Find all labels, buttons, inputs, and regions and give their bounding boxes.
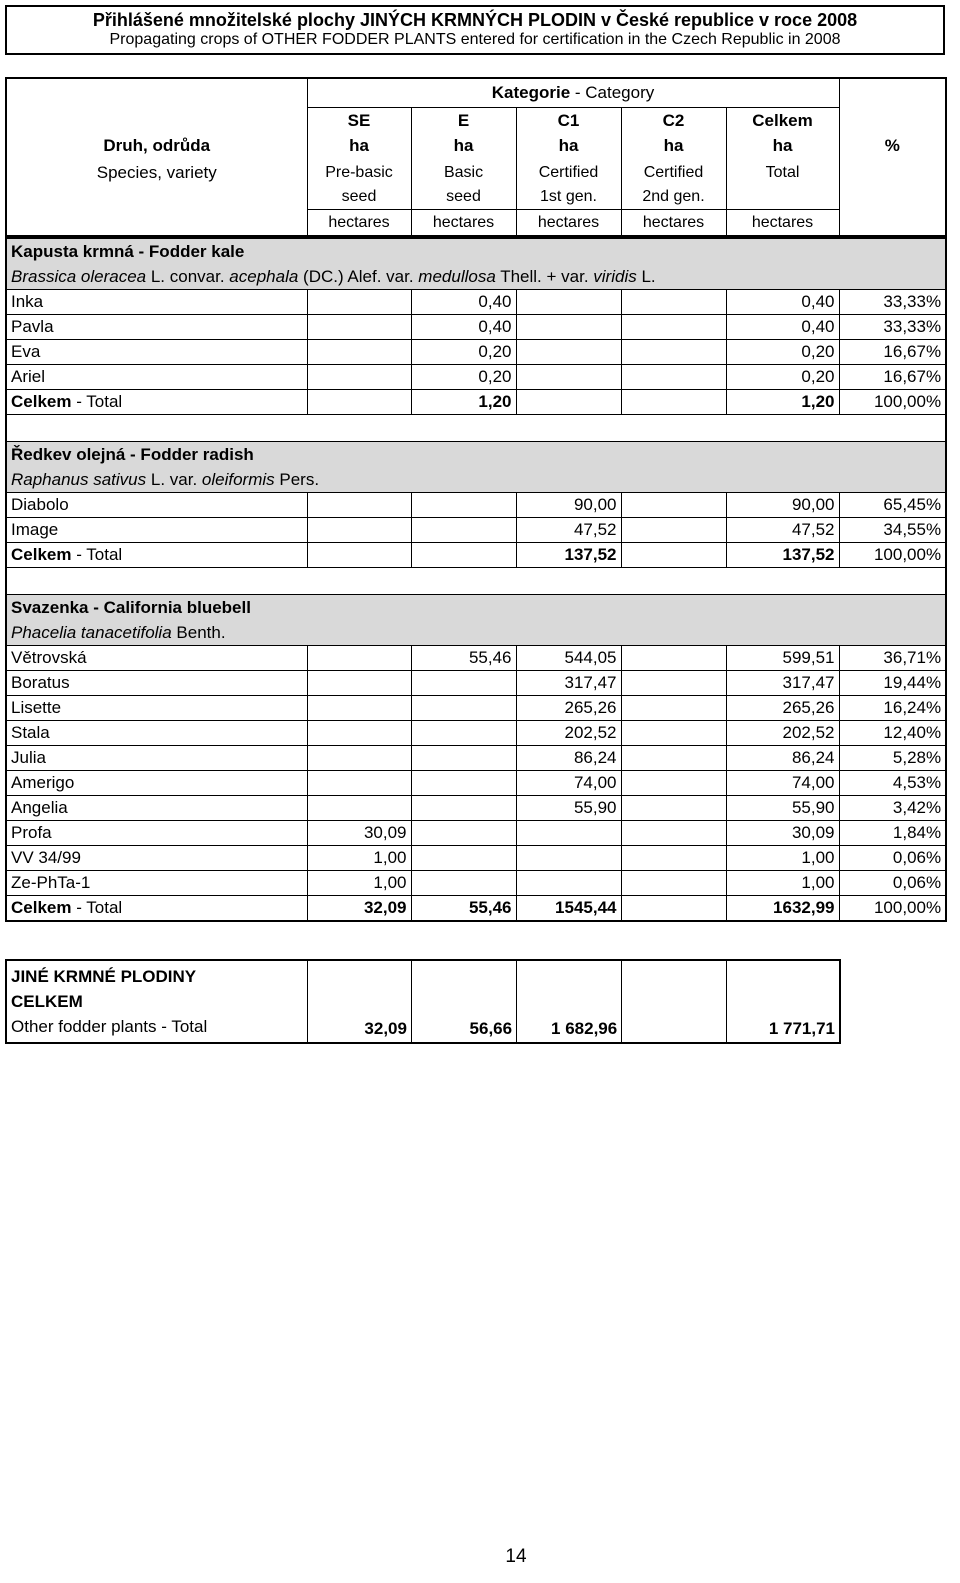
table-row	[6, 646, 946, 671]
grand-total-c1: 1 682,96	[517, 960, 622, 1043]
variety-name: Stala	[6, 721, 307, 746]
cell-c1	[516, 315, 621, 340]
table-row	[6, 796, 946, 821]
cell-pct: 16,67%	[839, 340, 946, 365]
total-cell-se	[307, 390, 411, 415]
variety-name: Ze-PhTa-1	[6, 871, 307, 896]
cell-se	[307, 796, 411, 821]
cell-se	[307, 315, 411, 340]
cell-se	[307, 340, 411, 365]
cell-e	[411, 821, 516, 846]
col-unit-c2: ha	[621, 133, 726, 159]
title-box	[5, 5, 945, 55]
cell-pct: 65,45%	[839, 493, 946, 518]
cell-total: 599,51	[726, 646, 839, 671]
grand-total-e: 56,66	[411, 960, 516, 1043]
cell-se	[307, 771, 411, 796]
col-en2-total	[726, 186, 839, 210]
table-row	[6, 671, 946, 696]
total-cell-e: 1,20	[411, 390, 516, 415]
cell-c2	[621, 671, 726, 696]
total-cell-total: 137,52	[726, 543, 839, 568]
variety-name: Image	[6, 518, 307, 543]
section-latin-name: Phacelia tanacetifolia Benth.	[6, 620, 946, 646]
variety-name: Ariel	[6, 365, 307, 390]
total-cell-e: 55,46	[411, 896, 516, 922]
total-cell-c1	[516, 390, 621, 415]
cell-total: 47,52	[726, 518, 839, 543]
cell-se	[307, 518, 411, 543]
col-en2-se: seed	[307, 186, 411, 210]
total-cell-pct: 100,00%	[839, 390, 946, 415]
section-latin-row	[6, 467, 946, 493]
grand-total-label: JINÉ KRMNÉ PLODINY CELKEM Other fodder plants - Total	[6, 960, 307, 1043]
cell-pct: 33,33%	[839, 315, 946, 340]
cell-c1	[516, 871, 621, 896]
section-latin-name: Raphanus sativus L. var. oleiformis Pers.	[6, 467, 946, 493]
section-total-row	[6, 390, 946, 415]
section-total-row	[6, 543, 946, 568]
cell-pct: 4,53%	[839, 771, 946, 796]
table-row	[6, 771, 946, 796]
cell-pct: 5,28%	[839, 746, 946, 771]
table-row	[6, 340, 946, 365]
title-cz: Přihlášené množitelské plochy JINÝCH KRMNÝCH PLODIN v České republice v roce 2008	[92, 10, 858, 30]
col-en1-c2: Certified	[621, 159, 726, 185]
table-row	[6, 315, 946, 340]
total-cell-pct: 100,00%	[839, 896, 946, 922]
cell-se	[307, 696, 411, 721]
table-row	[6, 846, 946, 871]
cell-total: 265,26	[726, 696, 839, 721]
cell-e: 0,20	[411, 365, 516, 390]
pct-heading: %	[839, 133, 946, 159]
grand-total-table	[5, 959, 841, 1044]
variety-name: Eva	[6, 340, 307, 365]
cell-total: 30,09	[726, 821, 839, 846]
cell-se	[307, 365, 411, 390]
cell-c2	[621, 340, 726, 365]
cell-se	[307, 493, 411, 518]
title-en: Propagating crops of OTHER FODDER PLANTS entered for certification in the Czech Republic in 2008	[109, 31, 841, 48]
cell-c1: 55,90	[516, 796, 621, 821]
cell-e	[411, 846, 516, 871]
cell-total: 0,20	[726, 340, 839, 365]
cell-c2	[621, 365, 726, 390]
variety-name: Větrovská	[6, 646, 307, 671]
cell-se	[307, 671, 411, 696]
cell-c2	[621, 646, 726, 671]
cell-e	[411, 746, 516, 771]
total-cell-total: 1,20	[726, 390, 839, 415]
col-en1-e: Basic	[411, 159, 516, 185]
cell-c2	[621, 821, 726, 846]
cell-e	[411, 671, 516, 696]
grand-total-se: 32,09	[307, 960, 411, 1043]
col-code-e: E	[411, 107, 516, 133]
col-hect-c1: hectares	[516, 210, 621, 236]
variety-name: Diabolo	[6, 493, 307, 518]
cell-pct: 19,44%	[839, 671, 946, 696]
total-label: Celkem - Total	[6, 896, 307, 922]
cell-c2	[621, 771, 726, 796]
table-row	[6, 493, 946, 518]
cell-c2	[621, 315, 726, 340]
cell-se	[307, 646, 411, 671]
cell-e	[411, 493, 516, 518]
species-heading-cz: Druh, odrůda	[103, 136, 211, 156]
cell-c1: 74,00	[516, 771, 621, 796]
cell-c1: 544,05	[516, 646, 621, 671]
total-cell-c2	[621, 390, 726, 415]
col-hect-total: hectares	[726, 210, 839, 236]
page-number: 14	[505, 1546, 527, 1567]
cell-c1: 265,26	[516, 696, 621, 721]
cell-total: 0,20	[726, 365, 839, 390]
cell-c2	[621, 871, 726, 896]
variety-name: Boratus	[6, 671, 307, 696]
cell-e	[411, 796, 516, 821]
col-en1-se: Pre-basic	[307, 159, 411, 185]
category-heading: Kategorie - Category	[307, 78, 839, 107]
species-heading-en: Species, variety	[96, 162, 217, 182]
table-row	[6, 821, 946, 846]
section-latin-row	[6, 264, 946, 290]
section-header	[6, 442, 946, 468]
cell-c1	[516, 821, 621, 846]
col-en2-e: seed	[411, 186, 516, 210]
cell-c2	[621, 721, 726, 746]
cell-pct: 3,42%	[839, 796, 946, 821]
variety-name: Amerigo	[6, 771, 307, 796]
cell-c2	[621, 696, 726, 721]
cell-c2	[621, 746, 726, 771]
variety-name: Pavla	[6, 315, 307, 340]
cell-e: 55,46	[411, 646, 516, 671]
total-cell-e	[411, 543, 516, 568]
section-name: Svazenka - California bluebell	[6, 595, 946, 621]
cell-c1	[516, 365, 621, 390]
cell-total: 0,40	[726, 315, 839, 340]
cell-c2	[621, 290, 726, 315]
total-cell-c2	[621, 543, 726, 568]
cell-se: 30,09	[307, 821, 411, 846]
cell-se: 1,00	[307, 846, 411, 871]
cell-pct: 0,06%	[839, 846, 946, 871]
total-cell-c1: 1545,44	[516, 896, 621, 922]
cell-c1	[516, 290, 621, 315]
variety-name: Angelia	[6, 796, 307, 821]
cell-pct: 16,67%	[839, 365, 946, 390]
table-row	[6, 746, 946, 771]
cell-e: 0,40	[411, 315, 516, 340]
grand-total-c2	[622, 960, 727, 1043]
cell-total: 202,52	[726, 721, 839, 746]
cell-se	[307, 290, 411, 315]
cell-e: 0,40	[411, 290, 516, 315]
total-cell-pct: 100,00%	[839, 543, 946, 568]
cell-total: 1,00	[726, 871, 839, 896]
cell-c2	[621, 493, 726, 518]
table-row	[6, 290, 946, 315]
section-latin-name: Brassica oleracea L. convar. acephala (DC.) Alef. var. medullosa Thell. + var. viridis L.	[6, 264, 946, 290]
total-label: Celkem - Total	[6, 543, 307, 568]
variety-name: Lisette	[6, 696, 307, 721]
cell-c2	[621, 518, 726, 543]
cell-se: 1,00	[307, 871, 411, 896]
cell-pct: 12,40%	[839, 721, 946, 746]
col-code-se: SE	[307, 107, 411, 133]
header-table	[5, 77, 947, 237]
col-en1-c1: Certified	[516, 159, 621, 185]
col-en2-c1: 1st gen.	[516, 186, 621, 210]
cell-pct: 16,24%	[839, 696, 946, 721]
section-name: Ředkev olejná - Fodder radish	[6, 442, 946, 468]
col-hect-c2: hectares	[621, 210, 726, 236]
col-code-c1: C1	[516, 107, 621, 133]
cell-se	[307, 746, 411, 771]
col-unit-c1: ha	[516, 133, 621, 159]
cell-pct: 34,55%	[839, 518, 946, 543]
cell-c2	[621, 796, 726, 821]
col-unit-total: ha	[726, 133, 839, 159]
total-cell-c2	[621, 896, 726, 922]
variety-name: Inka	[6, 290, 307, 315]
table-row	[6, 365, 946, 390]
cell-c1	[516, 340, 621, 365]
cell-e	[411, 721, 516, 746]
total-cell-total: 1632,99	[726, 896, 839, 922]
cell-total: 317,47	[726, 671, 839, 696]
cell-total: 1,00	[726, 846, 839, 871]
variety-name: VV 34/99	[6, 846, 307, 871]
cell-c1: 90,00	[516, 493, 621, 518]
section-name: Kapusta krmná - Fodder kale	[6, 238, 946, 264]
total-cell-se	[307, 543, 411, 568]
cell-e	[411, 518, 516, 543]
section-header	[6, 238, 946, 264]
variety-name: Julia	[6, 746, 307, 771]
cell-total: 74,00	[726, 771, 839, 796]
col-code-c2: C2	[621, 107, 726, 133]
section-latin-row	[6, 620, 946, 646]
cell-c1: 47,52	[516, 518, 621, 543]
section-header	[6, 595, 946, 621]
cell-c1: 86,24	[516, 746, 621, 771]
cell-total: 55,90	[726, 796, 839, 821]
cell-c2	[621, 846, 726, 871]
section-gap	[6, 415, 946, 442]
section-total-row	[6, 896, 946, 922]
col-hect-e: hectares	[411, 210, 516, 236]
cell-pct: 33,33%	[839, 290, 946, 315]
cell-pct: 0,06%	[839, 871, 946, 896]
cell-pct: 1,84%	[839, 821, 946, 846]
table-row	[6, 721, 946, 746]
cell-e	[411, 696, 516, 721]
data-table	[5, 237, 947, 922]
cell-e	[411, 871, 516, 896]
col-code-total: Celkem	[726, 107, 839, 133]
cell-pct: 36,71%	[839, 646, 946, 671]
table-row	[6, 696, 946, 721]
cell-e: 0,20	[411, 340, 516, 365]
section-gap	[6, 568, 946, 595]
cell-c1: 202,52	[516, 721, 621, 746]
table-row	[6, 518, 946, 543]
cell-c1: 317,47	[516, 671, 621, 696]
total-cell-se: 32,09	[307, 896, 411, 922]
col-en1-total: Total	[726, 159, 839, 185]
col-unit-e: ha	[411, 133, 516, 159]
cell-e	[411, 771, 516, 796]
cell-total: 90,00	[726, 493, 839, 518]
cell-total: 86,24	[726, 746, 839, 771]
col-en2-c2: 2nd gen.	[621, 186, 726, 210]
cell-total: 0,40	[726, 290, 839, 315]
cell-c1	[516, 846, 621, 871]
table-row	[6, 871, 946, 896]
col-unit-se: ha	[307, 133, 411, 159]
variety-name: Profa	[6, 821, 307, 846]
grand-total-total: 1 771,71	[727, 960, 840, 1043]
col-hect-se: hectares	[307, 210, 411, 236]
total-cell-c1: 137,52	[516, 543, 621, 568]
cell-se	[307, 721, 411, 746]
total-label: Celkem - Total	[6, 390, 307, 415]
